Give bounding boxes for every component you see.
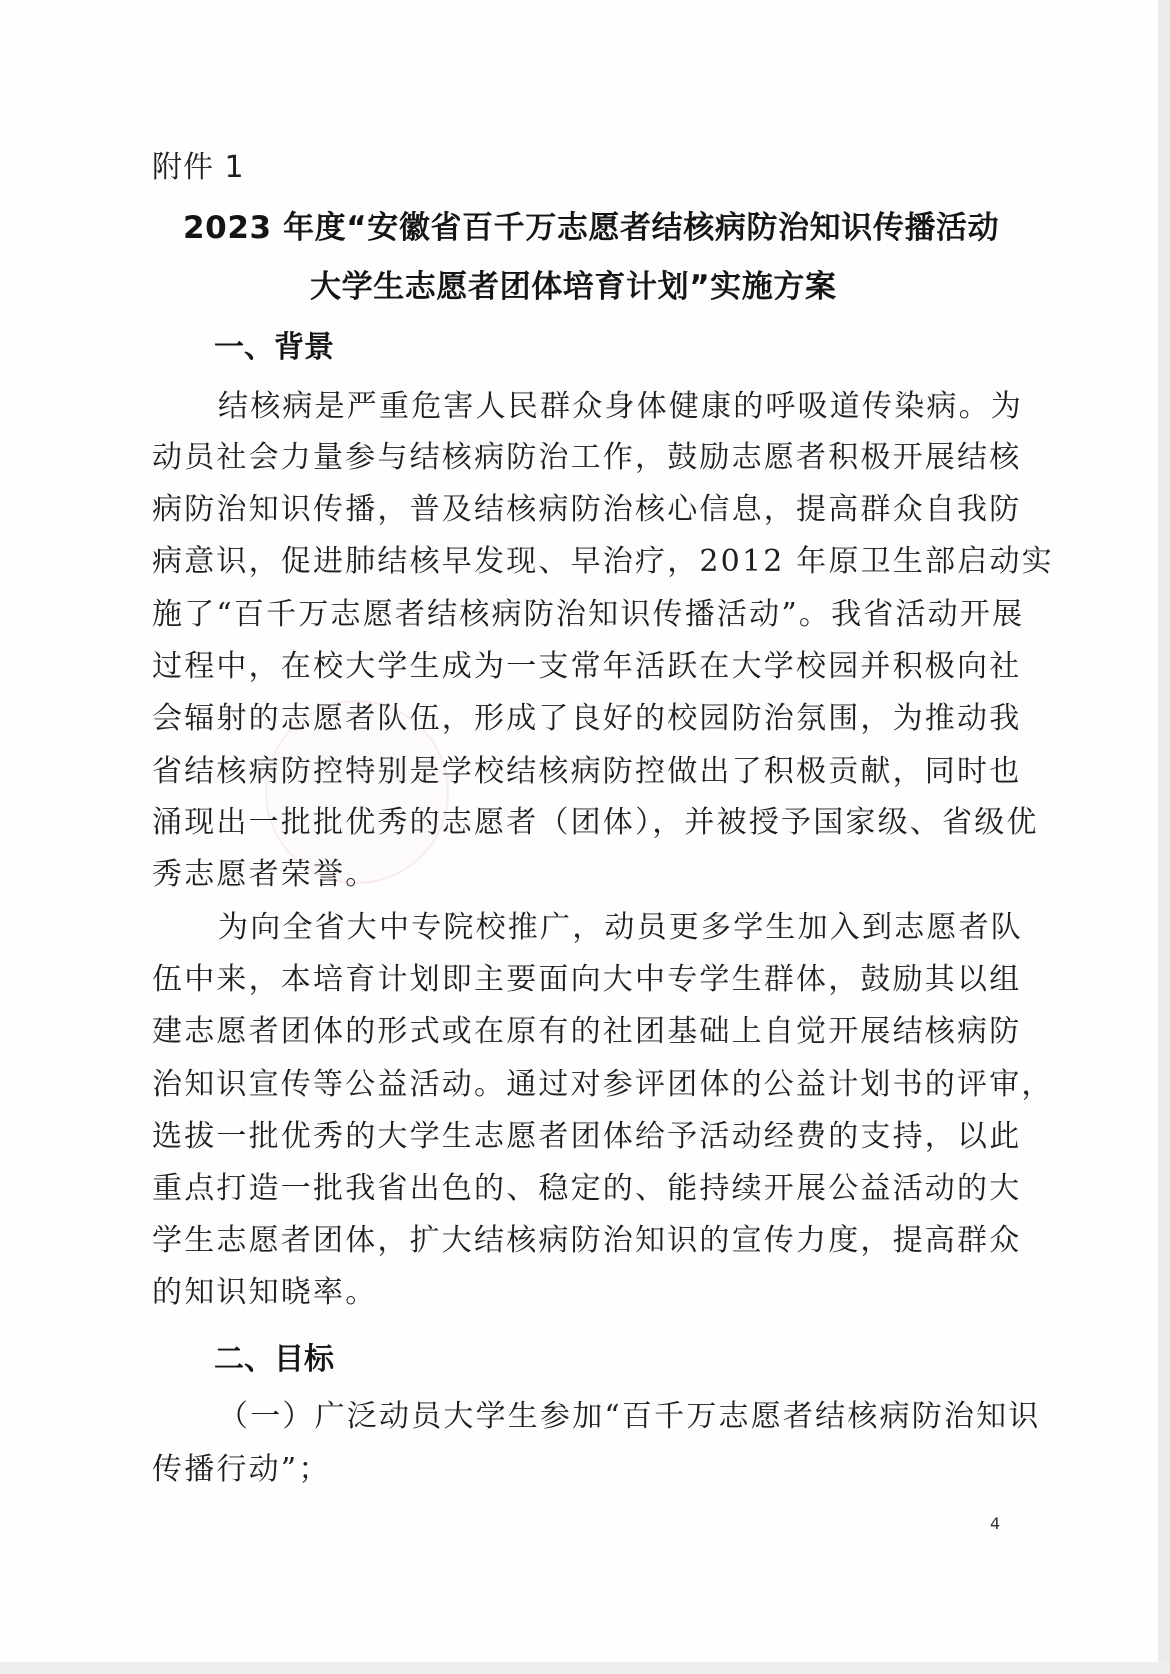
paragraph-line: 重点打造一批我省出色的、稳定的、能持续开展公益活动的大	[152, 1171, 1022, 1206]
paragraph-line: 过程中，在校大学生成为一支常年活跃在大学校园并积极向社	[152, 649, 1022, 684]
paragraph-line: 传播行动”；	[152, 1452, 331, 1487]
bottom-scan-edge	[0, 1662, 1170, 1674]
document-title-line-2: 大学生志愿者团体培育计划”实施方案	[310, 269, 837, 305]
paragraph-line: 的知识知晓率。	[152, 1275, 378, 1310]
paragraph-line: 建志愿者团体的形式或在原有的社团基础上自觉开展结核病防	[152, 1014, 1022, 1049]
paragraph-line: 选拔一批优秀的大学生志愿者团体给予活动经费的支持，以此	[152, 1119, 1022, 1154]
paragraph-line: 结核病是严重危害人民群众身体健康的呼吸道传染病。为	[218, 389, 1023, 424]
page-number: 4	[990, 1514, 1001, 1533]
paragraph-line: 病防治知识传播，普及结核病防治核心信息，提高群众自我防	[152, 492, 1022, 527]
paragraph-line: 治知识宣传等公益活动。通过对参评团体的公益计划书的评审，	[152, 1067, 1054, 1102]
paragraph-line: 伍中来，本培育计划即主要面向大中专学生群体，鼓励其以组	[152, 962, 1022, 997]
paragraph-line: 病意识，促进肺结核早发现、早治疗，2012 年原卫生部启动实	[152, 544, 1054, 579]
document-title-line-1: 2023 年度“安徽省百千万志愿者结核病防治知识传播活动	[183, 210, 1000, 246]
paragraph-line: 省结核病防控特别是学校结核病防控做出了积极贡献，同时也	[152, 754, 1022, 789]
paragraph-line: 学生志愿者团体，扩大结核病防治知识的宣传力度，提高群众	[152, 1223, 1022, 1258]
paragraph-line: 动员社会力量参与结核病防治工作，鼓励志愿者积极开展结核	[152, 440, 1022, 475]
paragraph-line: （一）广泛动员大学生参加“百千万志愿者结核病防治知识	[218, 1399, 1041, 1434]
paragraph-line: 涌现出一批批优秀的志愿者（团体），并被授予国家级、省级优	[152, 805, 1039, 840]
section-heading-goals: 二、目标	[214, 1342, 334, 1377]
paragraph-line: 会辐射的志愿者队伍，形成了良好的校园防治氛围，为推动我	[152, 701, 1022, 736]
annex-label: 附件 1	[152, 150, 245, 185]
paragraph-line: 秀志愿者荣誉。	[152, 857, 378, 892]
section-heading-background: 一、背景	[214, 330, 334, 365]
right-scan-edge	[1158, 0, 1170, 1674]
paragraph-line: 为向全省大中专院校推广，动员更多学生加入到志愿者队	[218, 910, 1023, 945]
paragraph-line: 施了“百千万志愿者结核病防治知识传播活动”。我省活动开展	[152, 597, 1025, 632]
